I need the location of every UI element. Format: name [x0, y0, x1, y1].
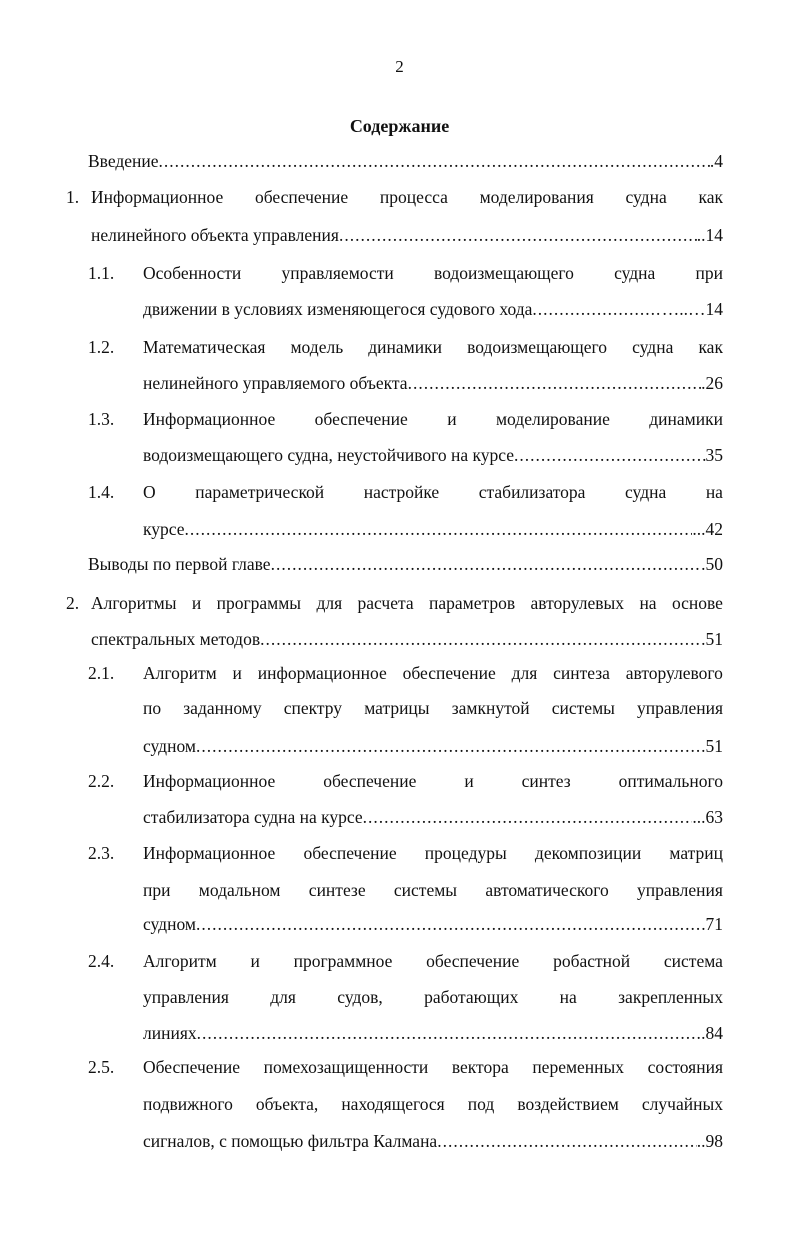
word: программы — [216, 593, 302, 613]
word: вектора — [451, 1057, 509, 1077]
word: спектру — [283, 698, 343, 718]
word: для — [270, 987, 296, 1007]
word: динамики — [649, 409, 723, 429]
toc-entry-line — [143, 735, 723, 757]
word: Информационное — [143, 771, 276, 791]
word: как — [698, 337, 723, 357]
word: водоизмещающего — [433, 263, 574, 283]
toc-entry-number: 1.1. — [88, 263, 115, 283]
toc-entry-title: сигналов, с помощью фильтра Калмана — [143, 1131, 438, 1151]
toc-entry-text-line — [143, 697, 723, 719]
toc-entry-number: 1.3. — [88, 409, 115, 429]
word: управляемости — [281, 263, 394, 283]
toc-entry-title: спектральных методов — [91, 629, 261, 649]
word: воздействием — [517, 1094, 619, 1114]
word: обеспечение — [254, 187, 349, 207]
toc-entry-text-line — [143, 1056, 723, 1078]
word: основе — [671, 593, 723, 613]
leader-dots — [514, 444, 706, 466]
word: Алгоритм — [143, 663, 217, 683]
leader-dots — [197, 1022, 701, 1044]
toc-entry-text-line — [91, 592, 723, 614]
toc-entry-number: 1.4. — [88, 482, 115, 502]
toc-entry-number: 2.5. — [88, 1057, 115, 1077]
word: подвижного — [143, 1094, 233, 1114]
word: модальном — [198, 880, 281, 900]
toc-entry-line — [143, 444, 723, 466]
toc-page-number: .51 — [701, 629, 723, 649]
toc-entry-number: 2.2. — [88, 771, 115, 791]
word: и — [232, 663, 242, 683]
word: при — [695, 263, 723, 283]
word: и — [250, 951, 260, 971]
toc-entry-line — [88, 150, 723, 172]
toc-entry-title: водоизмещающего судна, неустойчивого на курсе — [143, 445, 514, 465]
word: обеспечение — [314, 409, 408, 429]
toc-page-number: .84 — [701, 1023, 723, 1043]
leader-dots — [185, 518, 693, 540]
word: Информационное — [143, 843, 276, 863]
word: параметров — [429, 593, 516, 613]
toc-entry-line — [88, 553, 723, 575]
word: для — [511, 663, 538, 683]
word: судна — [625, 187, 667, 207]
word: находящегося — [341, 1094, 445, 1114]
toc-page-number: …..…14 — [661, 299, 723, 319]
word: Информационное — [91, 187, 224, 207]
word: и — [447, 409, 457, 429]
toc-entry-line — [143, 913, 723, 935]
word: Математическая — [143, 337, 266, 357]
toc-entry-line — [91, 628, 723, 650]
word: судов, — [337, 987, 383, 1007]
leader-dots — [159, 150, 710, 172]
word: расчета — [357, 593, 414, 613]
toc-page-number: ..98 — [696, 1131, 723, 1151]
toc-entry-title: Выводы по первой главе — [88, 554, 271, 574]
toc-entry-number: 1.2. — [88, 337, 115, 357]
toc-page-number: 71 — [705, 914, 723, 934]
word: управления — [637, 880, 723, 900]
word: случайных — [641, 1094, 723, 1114]
toc-page-number: .51 — [701, 736, 723, 756]
word: робастной — [553, 951, 631, 971]
word: управления — [143, 987, 229, 1007]
word: на — [559, 987, 577, 1007]
toc-entry-text-line — [91, 186, 723, 208]
toc-entry-line — [143, 518, 723, 540]
word: помехозащищенности — [263, 1057, 429, 1077]
toc-entry-text-line — [143, 950, 723, 972]
word: обеспечение — [303, 843, 397, 863]
word: при — [143, 880, 171, 900]
toc-entry-title: нелинейного объекта управления — [91, 225, 339, 245]
word: стабилизатора — [478, 482, 586, 502]
word: на — [639, 593, 657, 613]
toc-entry-title: судном — [143, 736, 196, 756]
toc-page-number: .50 — [701, 554, 723, 574]
leader-dots — [437, 1130, 697, 1152]
word: работающих — [424, 987, 519, 1007]
toc-entry-text-line — [143, 262, 723, 284]
word: информационное — [257, 663, 387, 683]
word: Особенности — [143, 263, 242, 283]
word: судна — [632, 337, 674, 357]
toc-entry-text-line — [143, 481, 723, 503]
toc-entry-text-line — [143, 842, 723, 864]
toc-entry-text-line — [143, 1093, 723, 1115]
leader-dots — [271, 553, 702, 575]
leader-dots — [363, 806, 693, 828]
toc-entry-line — [143, 806, 723, 828]
toc-entry-line — [143, 298, 723, 320]
toc-entry-title: нелинейного управляемого объекта — [143, 373, 408, 393]
word: автоматического — [485, 880, 609, 900]
word: авторулевых — [530, 593, 625, 613]
toc-page-number: 35 — [705, 445, 723, 465]
leader-dots — [196, 913, 706, 935]
toc-entry-title: стабилизатора судна на курсе — [143, 807, 363, 827]
word: Обеспечение — [143, 1057, 241, 1077]
word: синтезе — [308, 880, 366, 900]
word: процедуры — [424, 843, 507, 863]
toc-entry-number: 2.1. — [88, 663, 115, 683]
word: как — [698, 187, 723, 207]
toc-page-number: ..14 — [696, 225, 723, 245]
word: синтеза — [553, 663, 610, 683]
toc-entry-title: линиях — [143, 1023, 197, 1043]
word: оптимального — [618, 771, 723, 791]
word: Алгоритмы — [91, 593, 177, 613]
word: модель — [290, 337, 344, 357]
word: водоизмещающего — [467, 337, 608, 357]
word: управления — [637, 698, 723, 718]
word: по — [143, 698, 162, 718]
word: под — [467, 1094, 495, 1114]
toc-entry-title: судном — [143, 914, 196, 934]
toc-entry-number: 1. — [66, 187, 80, 207]
word: матриц — [669, 843, 723, 863]
word: системы — [551, 698, 615, 718]
toc-entry-title: курсе — [143, 519, 185, 539]
word: Алгоритм — [143, 951, 217, 971]
word: О — [143, 482, 156, 502]
leader-dots — [532, 298, 661, 320]
toc-entry-line — [143, 372, 723, 394]
word: состояния — [647, 1057, 723, 1077]
toc-page-number: .4 — [709, 151, 723, 171]
word: система — [663, 951, 723, 971]
toc-entry-line — [91, 224, 723, 246]
toc-entry-number: 2. — [66, 593, 80, 613]
word: декомпозиции — [534, 843, 642, 863]
leader-dots — [196, 735, 701, 757]
toc-page-number: .26 — [701, 373, 723, 393]
toc-entry-text-line — [143, 986, 723, 1008]
word: объекта, — [255, 1094, 319, 1114]
word: судна — [614, 263, 656, 283]
leader-dots — [339, 224, 697, 246]
word: программное — [293, 951, 393, 971]
toc-entry-title: Введение — [88, 151, 159, 171]
word: обеспечение — [323, 771, 417, 791]
toc-page-number: ...63 — [692, 807, 723, 827]
word: авторулевого — [625, 663, 723, 683]
toc-entry-text-line — [143, 662, 723, 684]
word: Информационное — [143, 409, 276, 429]
leader-dots — [260, 628, 701, 650]
word: синтез — [521, 771, 571, 791]
word: системы — [393, 880, 458, 900]
word: переменных — [532, 1057, 625, 1077]
word: параметрической — [195, 482, 325, 502]
toc-entry-text-line — [143, 408, 723, 430]
word: для — [316, 593, 343, 613]
leader-dots — [408, 372, 702, 394]
word: на — [705, 482, 723, 502]
word: заданному — [183, 698, 262, 718]
word: обеспечение — [402, 663, 496, 683]
toc-entry-number: 2.4. — [88, 951, 115, 971]
toc-entry-text-line — [143, 770, 723, 792]
word: и — [191, 593, 202, 613]
word: моделирования — [479, 187, 594, 207]
toc-entry-number: 2.3. — [88, 843, 115, 863]
word: настройке — [363, 482, 440, 502]
word: судна — [625, 482, 667, 502]
word: замкнутой — [451, 698, 530, 718]
toc-entry-line — [143, 1022, 723, 1044]
word: динамики — [368, 337, 442, 357]
word: закрепленных — [618, 987, 723, 1007]
word: и — [464, 771, 474, 791]
word: моделирование — [495, 409, 610, 429]
toc-entry-text-line — [143, 336, 723, 358]
page-number: 2 — [395, 57, 404, 76]
toc-page-number: ...42 — [692, 519, 723, 539]
word: обеспечение — [426, 951, 520, 971]
toc-entry-title: движении в условиях изменяющегося судового хода — [143, 299, 533, 319]
toc-entry-text-line — [143, 879, 723, 901]
toc-entry-line — [143, 1130, 723, 1152]
page-title: Содержание — [349, 116, 450, 136]
word: матрицы — [364, 698, 430, 718]
word: процесса — [379, 187, 448, 207]
